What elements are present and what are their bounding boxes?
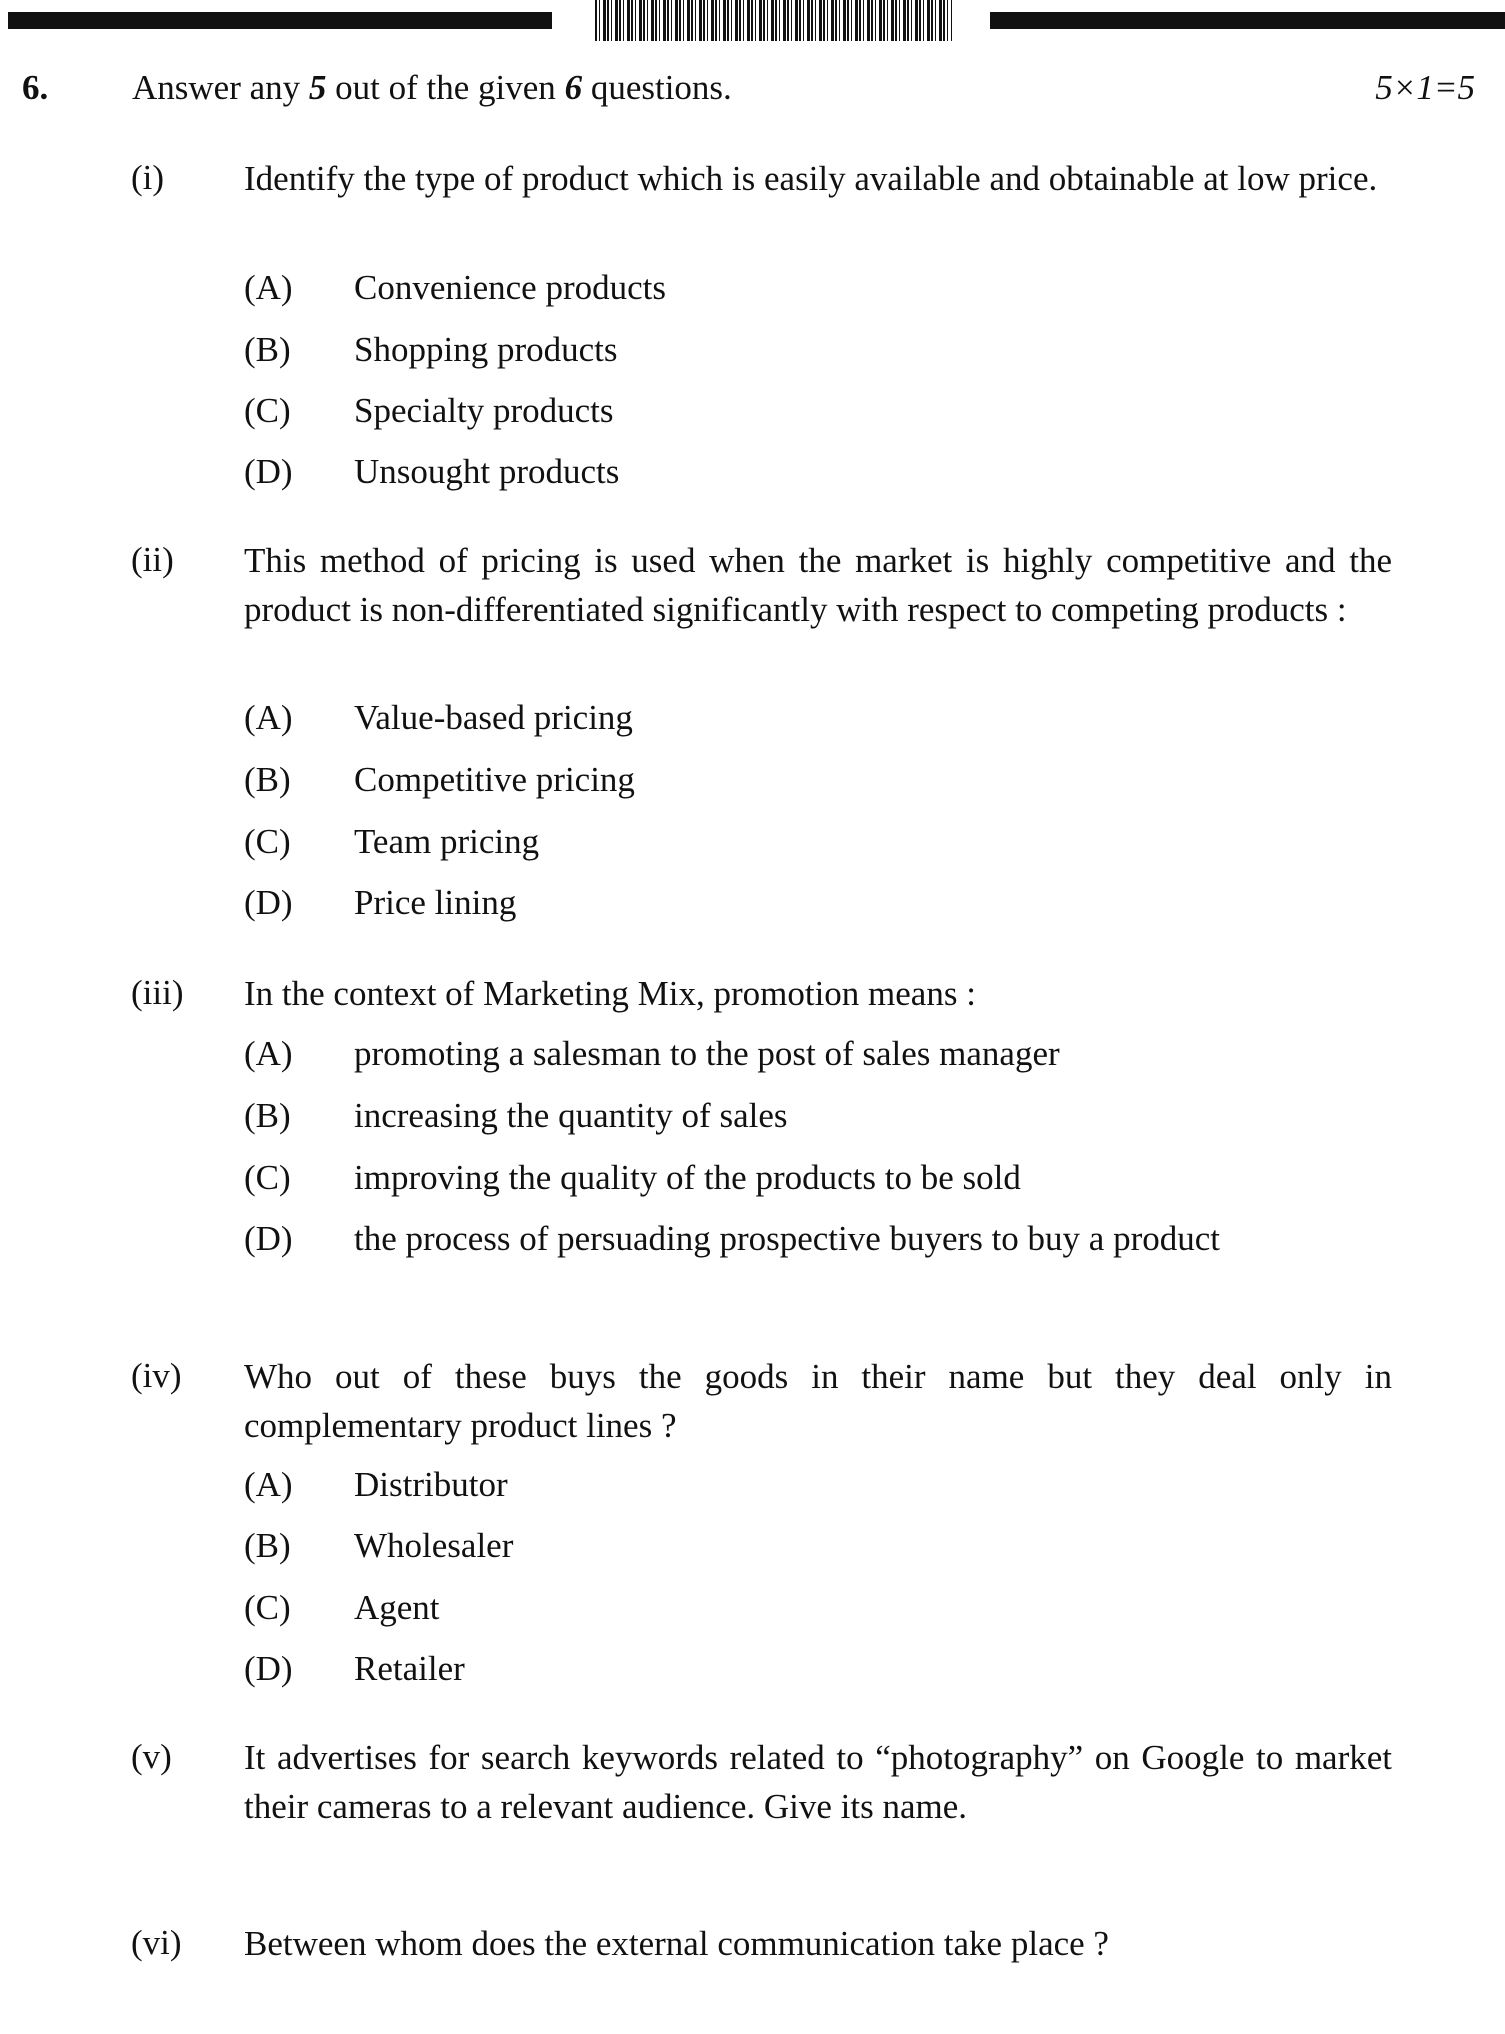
option-text: increasing the quantity of sales [354,1096,788,1135]
option-letter: (D) [244,883,293,922]
option-letter: (B) [244,1526,291,1565]
option-text: Convenience products [354,268,666,307]
option-letter: (A) [244,268,293,307]
option-letter: (C) [244,1158,291,1197]
option-letter: (C) [244,822,291,861]
marks: 5×1=5 [1375,68,1475,107]
top-bar-right [990,12,1505,29]
option-text: Shopping products [354,330,618,369]
instruction-n1: 5 [308,68,327,107]
option-text: Unsought products [354,452,620,491]
option-letter: (D) [244,1649,293,1688]
question-label: (v) [131,1737,172,1776]
option-text: Agent [354,1588,440,1627]
option-text: improving the quality of the products to be sold [354,1158,1021,1197]
option-text: Distributor [354,1465,508,1504]
option-text: Value-based pricing [354,698,633,737]
option-text: Specialty products [354,391,614,430]
question-text: It advertises for search keywords related to “photography” on Google to market their cameras to a relevant audience. Give its name. [244,1738,1392,1826]
instruction [132,64,732,112]
question-label: (ii) [131,540,174,579]
option-letter: (C) [244,1588,291,1627]
question-label: (i) [131,158,165,197]
question-text: Who out of these buys the goods in their name but they deal only in complementary product lines ? [244,1357,1392,1445]
option-text: Retailer [354,1649,465,1688]
option-letter: (D) [244,1219,293,1258]
instruction-mid: out of the given [326,68,565,107]
question-text: Between whom does the external communication take place ? [244,1924,1109,1963]
option-letter: (B) [244,330,291,369]
option-letter: (C) [244,391,291,430]
option-letter: (A) [244,698,293,737]
option-text: the process of persuading prospective buyers to buy a product [354,1219,1221,1258]
question-text: Identify the type of product which is easily available and obtainable at low price. [244,159,1378,198]
option-text: Price lining [354,883,517,922]
instruction-pre: Answer any [132,68,309,107]
option-letter: (B) [244,760,291,799]
option-letter: (A) [244,1465,293,1504]
question-label: (iii) [131,973,184,1012]
barcode [595,0,952,41]
option-letter: (A) [244,1034,293,1073]
option-letter: (B) [244,1096,291,1135]
instruction-n2: 6 [564,68,583,107]
question-text: This method of pricing is used when the market is highly competitive and the product is non-differentiated significantly with respect to competing products : [244,541,1392,629]
top-bar-left [8,12,552,29]
option-text: Competitive pricing [354,760,635,799]
instruction-post: questions. [582,68,732,107]
option-text: Team pricing [354,822,540,861]
question-text: In the context of Marketing Mix, promotion means : [244,974,976,1013]
option-letter: (D) [244,452,293,491]
question-number: 6. [22,68,49,107]
question-label: (vi) [131,1923,182,1962]
option-text: promoting a salesman to the post of sales manager [354,1034,1060,1073]
question-label: (iv) [131,1356,182,1395]
option-text: Wholesaler [354,1526,514,1565]
